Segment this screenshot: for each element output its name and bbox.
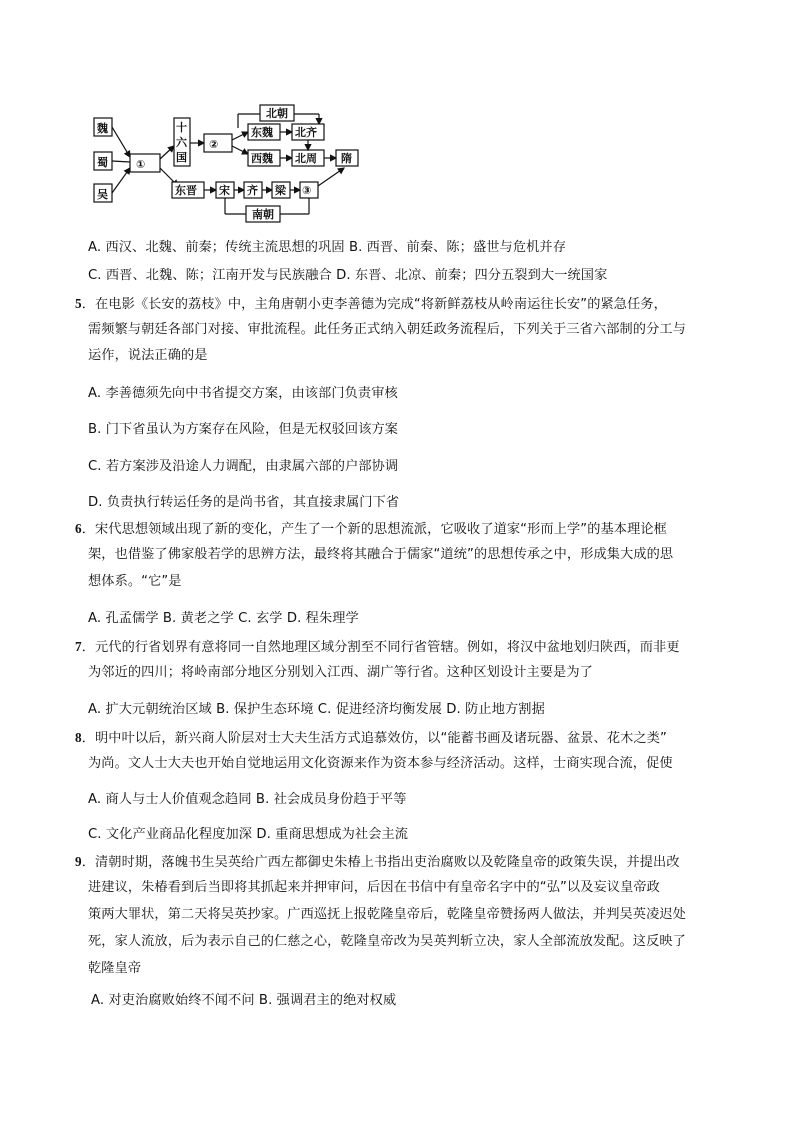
q4-options-line2: C. 西晋、北魏、陈；江南开发与民族融合 D. 东晋、北凉、前秦；四分五裂到大一统国家 (88, 268, 608, 283)
q5-stem-line2: 需频繁与朝廷各部门对接、审批流程。此任务正式纳入朝廷政务流程后，下列关于三省六部制的分工与 (88, 322, 686, 337)
q7-number: 7 (75, 639, 82, 654)
node-dongjin: 东晋 (175, 184, 197, 197)
q6-stem-line2: 架，也借鉴了佛家般若学的思辨方法，最终将其融合于儒家“道统”的思想传承之中，形成集大成的思 (88, 547, 674, 562)
q9-stem-line4: 死，家人流放，后为表示自己的仁慈之心，乾隆皇帝改为吴英判斩立决，家人全部流放发配。这反映了 (88, 934, 686, 949)
sixteen-1: 十 (176, 121, 187, 134)
dynasty-flow-diagram (86, 96, 366, 234)
q7-stem-line2: 为邻近的四川；将岭南部分地区分别划入江西、湖广等行省。这种区划设计主要是为了 (88, 665, 593, 680)
q9-stem-line1: 9．清朝时期，落魄书生吴英给广西左都御史朱椿上书指出吏治腐败以及乾隆皇帝的政策失误，并提出改 (75, 854, 680, 870)
q8-stem-line1: 8．明中叶以后，新兴商人阶层对士大夫生活方式追慕效仿，以“能蓄书画及诸玩器、盆景、花木之类” (75, 730, 667, 746)
q9-stem-line5: 乾隆皇帝 (88, 961, 142, 976)
node-1: ① (136, 158, 146, 171)
q5-number: 5 (75, 296, 82, 311)
node-2: ② (209, 138, 219, 151)
node-beiqi: 北齐 (295, 126, 317, 139)
q5-option-a: A. 李善德须先向中书省提交方案，由该部门负责审核 (88, 386, 398, 401)
node-beizhou: 北周 (295, 152, 317, 165)
q8-options-line2: C. 文化产业商品化程度加深 D. 重商思想成为社会主流 (88, 827, 409, 842)
node-wu: 吴 (97, 188, 108, 201)
q5-option-d: D. 负责执行转运任务的是尚书省，其直接隶属门下省 (88, 495, 400, 510)
node-wei: 魏 (97, 122, 108, 135)
q6-stem-line1: 6．宋代思想领域出现了新的变化，产生了一个新的思想流派，它吸收了道家“形而上学”的基本理论框 (75, 521, 667, 537)
q4-options-line1: A. 西汉、北魏、前秦；传统主流思想的巩固 B. 西晋、前秦、陈；盛世与危机并存 (88, 240, 566, 255)
q6-number: 6 (75, 521, 82, 536)
q9-options-line1: A. 对吏治腐败始终不闻不问 B. 强调君主的绝对权威 (91, 993, 397, 1008)
q5-option-b: B. 门下省虽认为方案存在风险，但是无权驳回该方案 (88, 422, 399, 437)
node-xiwei: 西魏 (251, 152, 273, 165)
node-qi: 齐 (247, 184, 258, 197)
q7-options: A. 扩大元朝统治区域 B. 保护生态环境 C. 促进经济均衡发展 D. 防止地方割据 (88, 702, 545, 717)
q7-stem-line1: 7．元代的行省划界有意将同一自然地理区域分割至不同行省管辖。例如，将汉中盆地划归陕西，而非更 (75, 639, 680, 655)
q8-options-line1: A. 商人与士人价值观念趋同 B. 社会成员身份趋于平等 (88, 792, 407, 807)
node-shu: 蜀 (97, 156, 108, 169)
node-dongwei: 东魏 (251, 126, 273, 139)
node-3: ③ (302, 184, 312, 197)
node-song: 宋 (219, 184, 230, 197)
q8-number: 8 (75, 730, 82, 745)
sixteen-3: 国 (176, 151, 187, 164)
sixteen-2: 六 (176, 136, 187, 149)
q9-stem-line2: 进建议，朱椿看到后当即将其抓起来并押审问，后因在书信中有皇帝名字中的“弘”以及妄议皇帝政 (88, 880, 660, 895)
q9-stem-line3: 策两大罪状，第二天将吴英抄家。广西巡抚上报乾隆皇帝后，乾隆皇帝赞扬两人做法，并判吴英凌迟处 (88, 907, 686, 922)
q9-number: 9 (75, 854, 82, 869)
nanchao-label: 南朝 (252, 208, 274, 221)
beichao-label: 北朝 (266, 107, 288, 120)
q5-option-c: C. 若方案涉及沿途人力调配，由隶属六部的户部协调 (88, 459, 399, 474)
q6-options: A. 孔孟儒学 B. 黄老之学 C. 玄学 D. 程朱理学 (88, 611, 359, 626)
node-sui: 隋 (341, 152, 352, 165)
node-liang: 梁 (275, 184, 286, 197)
q8-stem-line2: 为尚。文人士大夫也开始自觉地运用文化资源来作为资本参与经济活动。这样，士商实现合流，促使 (88, 756, 673, 771)
q6-stem-line3: 想体系。“它”是 (88, 574, 182, 589)
q5-stem-line3: 运作，说法正确的是 (88, 348, 208, 363)
q5-stem-line1: 5．在电影《长安的荔枝》中，主角唐朝小吏李善德为完成“将新鲜荔枝从岭南运往长安”的紧急任务， (75, 296, 667, 312)
